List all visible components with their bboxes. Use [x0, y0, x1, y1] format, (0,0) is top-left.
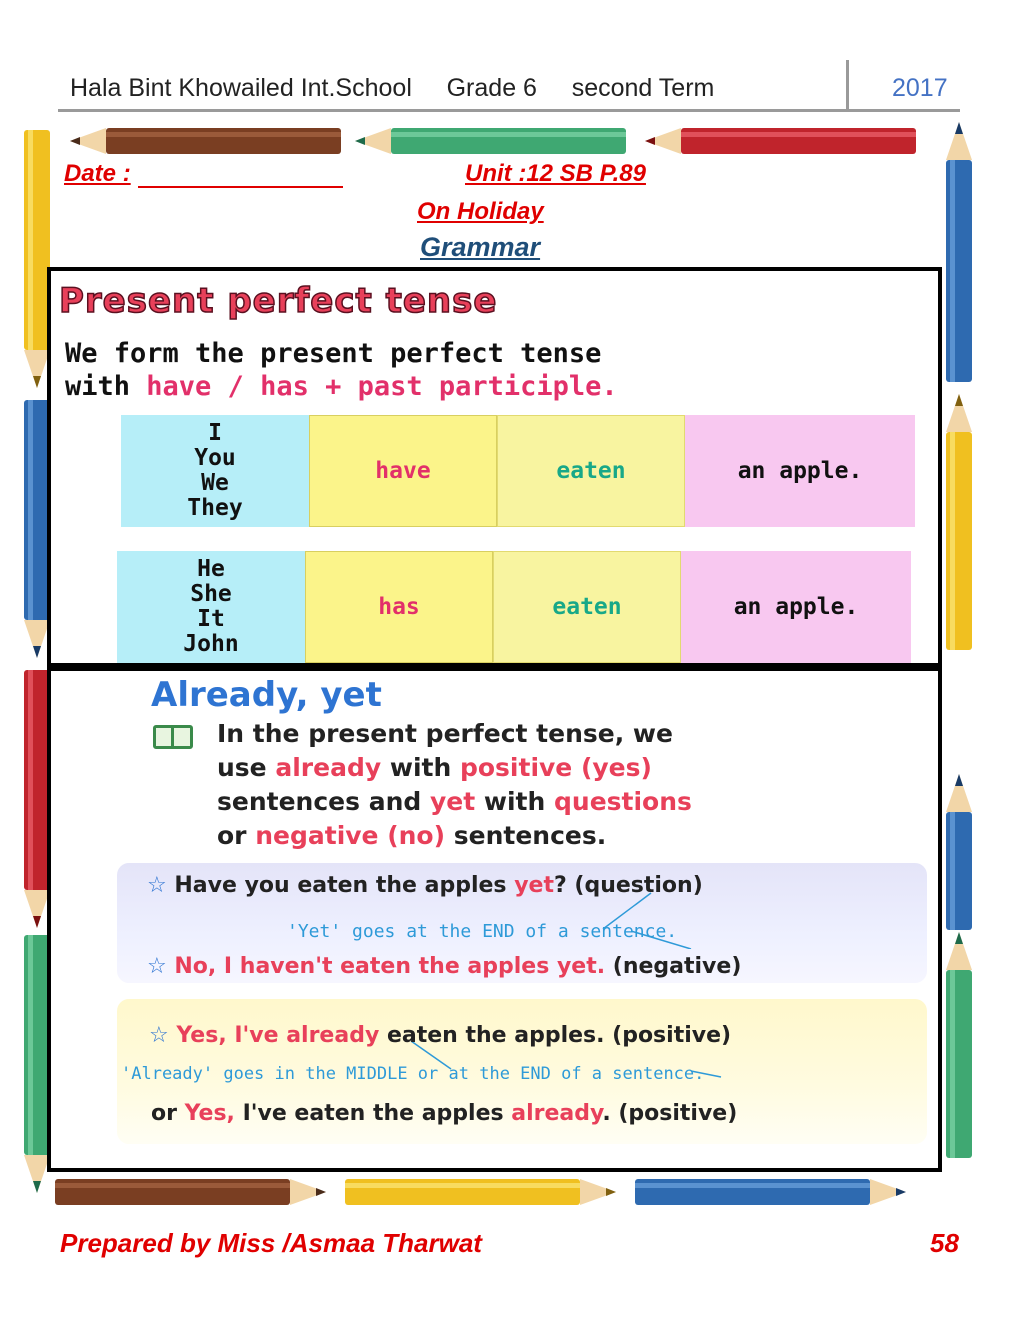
- text: Have you eaten the apples: [174, 873, 515, 898]
- already-yet-explanation: [217, 717, 692, 853]
- footer-prepared-by: Prepared by Miss /Asmaa Tharwat: [60, 1228, 482, 1258]
- text: I've eaten the apples: [234, 1101, 512, 1126]
- present-perfect-description: [65, 337, 618, 403]
- already-yet-title: Already, yet: [151, 675, 382, 715]
- grade-label: Grade 6: [446, 74, 537, 102]
- subject: She: [190, 581, 232, 607]
- keyword-yet: yet: [429, 787, 476, 816]
- desc-line-2-prefix: with: [65, 371, 147, 402]
- present-perfect-box: [47, 267, 942, 667]
- para-line: In the present perfect tense, we: [217, 719, 673, 748]
- pencil-yellow-icon: [942, 392, 976, 652]
- text: sentences and: [217, 787, 430, 816]
- subject: John: [183, 631, 239, 657]
- participle-cell: eaten: [493, 551, 681, 663]
- note-yet: 'Yet' goes at the END of a sentence.: [287, 921, 678, 942]
- desc-line-1: We form the present perfect tense: [65, 338, 602, 369]
- auxiliary-cell: have: [309, 415, 497, 527]
- example-negative: [147, 954, 741, 979]
- object-cell: an apple.: [681, 551, 911, 663]
- unit-label: Unit :12 SB P.89: [465, 160, 646, 187]
- auxiliary-cell: has: [305, 551, 493, 663]
- pencil-red-icon: [645, 124, 920, 158]
- text: with: [475, 787, 554, 816]
- pencil-brown-icon: [70, 124, 345, 158]
- keyword-yet: yet: [514, 873, 554, 898]
- subject: He: [197, 556, 225, 582]
- star-icon: ☆: [149, 1023, 177, 1048]
- pencil-blue-icon: [942, 120, 976, 385]
- desc-line-2-rule: have / has + past participle.: [146, 371, 618, 402]
- page-header: [58, 60, 960, 112]
- text: use: [217, 753, 276, 782]
- keyword-yet: yet.: [556, 954, 606, 979]
- keyword-questions: questions: [554, 787, 692, 816]
- text: sentences.: [445, 821, 607, 850]
- book-icon: [153, 725, 193, 749]
- header-divider: [846, 60, 849, 110]
- header-school-line: [70, 74, 714, 103]
- lesson-title: On Holiday: [417, 198, 544, 225]
- date-blank-line: [138, 186, 343, 188]
- keyword-already: already: [275, 753, 382, 782]
- keyword-already: already: [511, 1101, 603, 1126]
- para-line: [217, 751, 692, 785]
- subject: We: [201, 470, 229, 496]
- participle-cell: eaten: [497, 415, 685, 527]
- text: or: [151, 1101, 185, 1126]
- pencil-yellow-icon: [345, 1175, 620, 1209]
- example-positive-end: [151, 1101, 737, 1126]
- text: ? (question): [553, 873, 703, 898]
- pencil-blue-icon: [942, 772, 976, 932]
- school-name: Hala Bint Khowailed Int.School: [70, 74, 412, 102]
- page-number: 58: [930, 1228, 959, 1258]
- text: eaten the apples. (positive): [379, 1023, 732, 1048]
- pencil-blue-icon: [635, 1175, 910, 1209]
- keyword-negative-sentence: No, I haven't eaten the apples: [174, 954, 557, 979]
- date-label: Date :: [64, 160, 131, 187]
- text: or: [217, 821, 256, 850]
- already-yet-box: [47, 667, 942, 1172]
- conjugation-row-plural: [121, 415, 915, 527]
- keyword-already: already: [286, 1023, 380, 1048]
- subjects-cell: [117, 551, 305, 663]
- keyword-yes: Yes, I've: [176, 1023, 287, 1048]
- pencil-green-icon: [942, 930, 976, 1160]
- para-line: [217, 785, 692, 819]
- pencil-green-icon: [355, 124, 630, 158]
- para-line: [217, 819, 692, 853]
- keyword-yes: Yes,: [184, 1101, 235, 1126]
- subject: You: [194, 445, 236, 471]
- conjugation-row-singular: [117, 551, 911, 663]
- text: (negative): [605, 954, 742, 979]
- keyword-positive: positive (yes): [459, 753, 652, 782]
- note-already: 'Already' goes in the MIDDLE or at the END of a sentence.: [121, 1064, 705, 1084]
- subject: They: [187, 495, 243, 521]
- desc-line-2: [65, 370, 618, 403]
- keyword-negative: negative (no): [255, 821, 446, 850]
- example-positive-middle: [149, 1023, 731, 1048]
- example-question: [147, 873, 703, 898]
- pencil-brown-icon: [55, 1175, 330, 1209]
- present-perfect-title: Present perfect tense: [59, 281, 498, 321]
- subject: I: [208, 420, 222, 446]
- term-label: second Term: [571, 74, 715, 102]
- text: . (positive): [602, 1101, 738, 1126]
- subject: It: [197, 606, 225, 632]
- subjects-cell: [121, 415, 309, 527]
- star-icon: ☆: [147, 954, 175, 979]
- header-year: 2017: [892, 74, 948, 102]
- section-title: Grammar: [420, 232, 541, 262]
- star-icon: ☆: [147, 873, 175, 898]
- object-cell: an apple.: [685, 415, 915, 527]
- text: with: [381, 753, 460, 782]
